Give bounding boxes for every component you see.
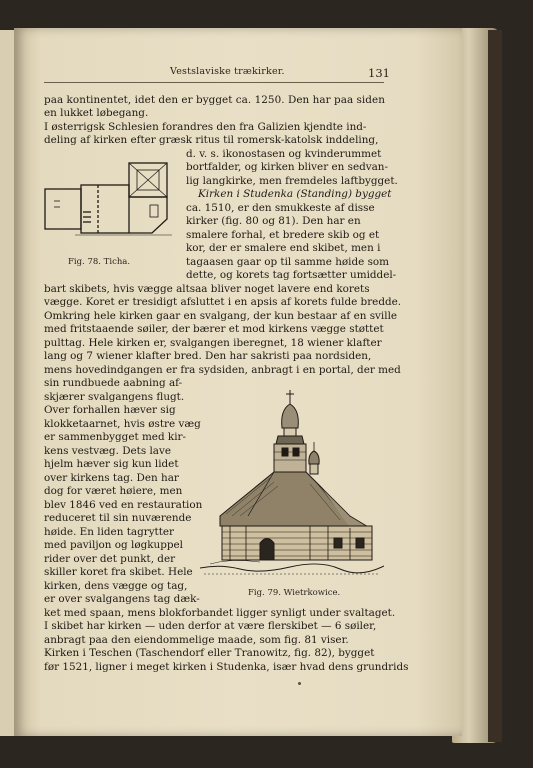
text-line: I østerrigsk Schlesien forandres den fra Galizien kjendte ind-	[44, 121, 367, 133]
floor-plan-figure	[42, 157, 174, 252]
text-line: bart skibets, hvis vægge altsaa bliver noget lavere end korets	[44, 283, 370, 295]
text-line: dog for været høiere, men	[44, 485, 183, 497]
text-line: sin rundbuede aabning af-	[44, 377, 183, 389]
text-line: en lukket løbegang.	[44, 107, 149, 119]
text-line: Kirken i Studenka (Standing) bygget	[198, 188, 392, 200]
text-line: klokketaarnet, hvis østre væg	[44, 418, 201, 430]
text-line: høide. En liden tagrytter	[44, 526, 175, 538]
text-line: blev 1846 ved en restauration	[44, 499, 203, 511]
text-line: pulttag. Hele kirken er, svalgangen iberegnet, 18 wiener klafter	[44, 337, 382, 349]
figure-79-caption: Fig. 79. Wietrkowice.	[248, 588, 341, 598]
text-line: er over svalgangens tag dæk-	[44, 593, 200, 605]
previous-page-edge	[0, 30, 14, 736]
text-line: ca. 1510, er den smukkeste af disse	[186, 202, 375, 214]
text-line: anbragt paa den eiendommelige maade, som fig. 81 viser.	[44, 634, 349, 646]
text-line: lang og 7 wiener klafter bred. Den har sakristi paa nordsiden,	[44, 350, 372, 362]
text-line: ket med spaan, mens blokforbandet ligger synligt under svaltaget.	[44, 607, 396, 619]
text-line: vægge. Koret er tresidigt afsluttet i en apsis af korets fulde bredde.	[44, 296, 402, 308]
text-line: hjelm hæver sig kun lidet	[44, 458, 179, 470]
book-cover-edge	[488, 30, 502, 742]
text-line: kirker (fig. 80 og 81). Den har en	[186, 215, 361, 227]
text-line: kirken, dens vægge og tag,	[44, 580, 188, 592]
text-line: smalere forhal, et bredere skib og et	[186, 229, 380, 241]
text-line: bortfalder, og kirken bliver en sedvan-	[186, 161, 389, 173]
text-line: Over forhallen hæver sig	[44, 404, 176, 416]
text-line: med fritstaaende søiler, der bærer et mod kirkens vægge støttet	[44, 323, 384, 335]
text-line: deling af kirken efter græsk ritus til romersk-katolsk inddeling,	[44, 134, 379, 146]
text-line: reduceret til sin nuværende	[44, 512, 192, 524]
text-line: kens vestvæg. Dets lave	[44, 445, 172, 457]
text-line: kor, der er smalere end skibet, men i	[186, 242, 381, 254]
text-line: er sammenbygget med kir-	[44, 431, 186, 443]
text-line: skiller koret fra skibet. Hele	[44, 566, 193, 578]
text-line: mens hovedindgangen er fra sydsiden, anbragt i en portal, der med	[44, 364, 401, 376]
header-rule	[44, 82, 384, 83]
text-line: skjærer svalgangens flugt.	[44, 391, 185, 403]
running-title: Vestslaviske trækirker.	[170, 66, 285, 77]
page-number: 131	[368, 66, 390, 80]
text-line: rider over det punkt, der	[44, 553, 176, 565]
church-engraving-figure	[200, 388, 384, 584]
text-line: dette, og korets tag fortsætter umiddel-	[186, 269, 397, 281]
text-line: paa kontinentet, idet den er bygget ca. 1250. Den har paa siden	[44, 94, 385, 106]
text-line: før 1521, ligner i meget kirken i Studenka, især hvad dens grundrids	[44, 661, 409, 673]
text-line: lig langkirke, men fremdeles laftbygget.	[186, 175, 398, 187]
text-line: tagaasen gaar op til samme høide som	[186, 256, 390, 268]
text-line: over kirkens tag. Den har	[44, 472, 179, 484]
text-line: I skibet har kirken — uden derfor at være flerskibet — 6 søiler,	[44, 620, 377, 632]
text-line: med paviljon og løgkuppel	[44, 539, 183, 551]
figure-78-caption: Fig. 78. Ticha.	[68, 257, 131, 267]
text-line: Omkring hele kirken gaar en svalgang, der kun bestaar af en svillе	[44, 310, 398, 322]
page-mark	[298, 682, 301, 685]
text-line: Kirken i Teschen (Taschendorf eller Tranowitz, fig. 82), bygget	[44, 647, 375, 659]
text-line: d. v. s. ikonostasen og kvinderummet	[186, 148, 382, 160]
